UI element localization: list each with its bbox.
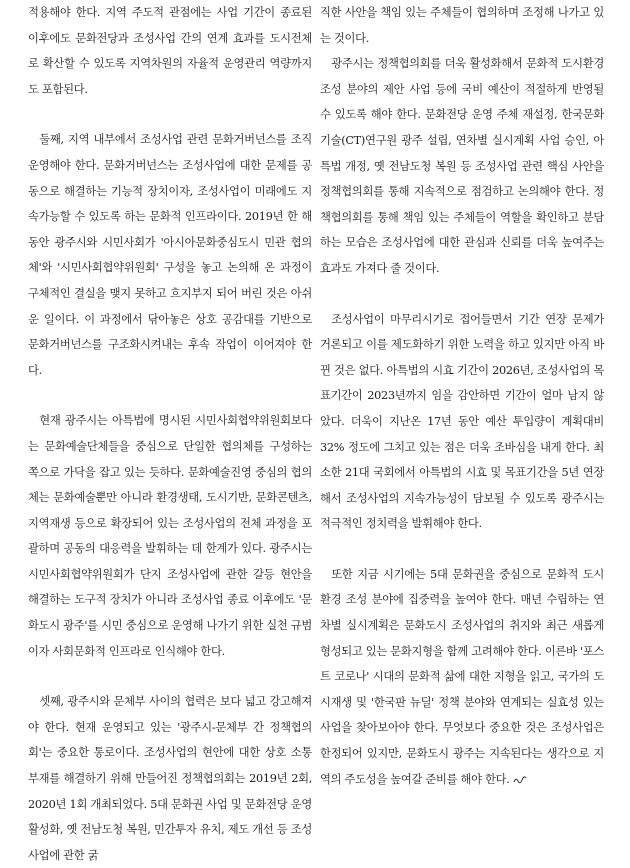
left-column xyxy=(28,0,312,868)
paragraph-regional-autonomy: 적용해야 한다. 지역 주도적 관점에는 사업 기간이 종료된 이후에도 문화전당과 조성사업 간의 연계 효과를 도시전체로 확산할 수 있도록 지역차원의 자율적 운영관리 역량까지도 포함된다. xyxy=(28,6,312,96)
paragraph-period-extension: 조성사업이 마무리시기로 접어들면서 기간 연장 문제가 거론되고 이를 제도화하기 위한 노력을 하고 있지만 아직 바뀐 것은 없다. 아특법의 시효 기간이 2026년, 조성사업의 목표기간이 2023년까지 임을 감안하면 기간이 얼마 남지 않았다. 더욱이 지난온 17년 동안 예산 투입량이 계획대비 32% 정도에 그치고 있는 점은 더욱 조바심을 내게 한다. 최소한 21대 국회에서 아특법의 시효 및 목표기간을 5년 연장해서 조성사업의 지속가능성이 담보될 수 있도록 광주시는 적극적인 정치력을 발휘해야 한다. xyxy=(320,312,604,531)
paragraph-ministry-cooperation: 셋째, 광주시와 문체부 사이의 협력은 보다 넓고 강고해져야 한다. 현재 운영되고 있는 '광주시-문체부 간 정책협의회'는 중요한 통로이다. 조성사업의 현안에 대한 상호 소통 부재를 해결하기 위해 만들어진 정책협의회는 2019년 2회, 2020년 1회 개최되었다. 5대 문화권 사업 및 문화전당 운영 활성화, 옛 전남도청 복원, 민간투자 유치, 제도 개선 등 조성사업에 관한 굵 xyxy=(28,695,312,862)
right-column xyxy=(320,0,604,792)
paragraph-policy-council: 광주시는 정책협의회를 더욱 활성화해서 문화적 도시환경 조성 분야의 제안 사업 등에 국비 예산이 적절하게 반영될 수 있도록 해야 한다. 문화전당 운영 주체 재설정, 한국문화기술(CT)연구원 광주 설립, 연차별 실시계획 사업 승인, 아특법 개정, 옛 전남도청 복원 등 조성사업 관련 핵심 사안을 정책협의회를 통해 지속적으로 점검하고 논의해야 한다. 정책협의회를 통해 책임 있는 주체들이 역할을 확인하고 분담하는 모습은 조성사업에 대한 관심과 신뢰를 더욱 높여주는 효과도 가져다 줄 것이다. xyxy=(320,57,604,275)
paragraph-final-text: 또한 지금 시기에는 5대 문화권을 중심으로 문화적 도시환경 조성 분야에 집중력을 높여야 한다. 매년 수립하는 연차별 실시계획은 문화도시 조성사업의 취지와 최근 새롭게 형성되고 있는 문화지형을 함께 고려해야 한다. 이른바 '포스트 코로나' 시대의 문화적 삶에 대한 지형을 읽고, 국가의 도시재생 및 '한국판 뉴딜' 정책 분야와 연계되는 실효성 있는 사업을 찾아보아야 한다. 무엇보다 중요한 것은 조성사업은 한정되어 있지만, 문화도시 광주는 지속된다는 생각으로 지역의 주도성을 높여갈 준비를 해야 한다. xyxy=(320,567,604,786)
paragraph-continuation: 직한 사안을 책임 있는 주체들이 협의하며 조정해 나가고 있는 것이다. xyxy=(320,6,604,45)
paragraph-final xyxy=(320,562,604,792)
paragraph-cultural-governance: 둘째, 지역 내부에서 조성사업 관련 문화거버넌스를 조직 운영해야 한다. 문화거버넌스는 조성사업에 대한 문제를 공동으로 해결하는 기능적 장치이자, 조성사업이 미래에도 지속가능할 수 있도록 하는 문화적 인프라이다. 2019년 한 해 동안 광주시와 시민사회가 '아시아문화중심도시 민관 협의체'와 '시민사회협약위원회' 구성을 놓고 논의해 온 과정이 구체적인 결실을 맺지 못하고 흐지부지 되어 버린 것은 아쉬운 일이다. 이 과정에서 닦아놓은 상호 공감대를 기반으로 문화거버넌스를 구조화시켜내는 후속 작업이 이어져야 한다. xyxy=(28,133,312,377)
paragraph-civic-committee: 현재 광주시는 아특법에 명시된 시민사회협약위원회보다는 문화예술단체들을 중심으로 단일한 협의체를 구성하는 쪽으로 가닥을 잡고 있는 듯하다. 문화예술진영 중심의 협의체는 문화예술뿐만 아니라 환경생태, 도시기반, 문화콘텐츠, 지역재생 등으로 확장되어 있는 조성사업의 전체 과정을 포괄하며 공동의 대응력을 발휘하는 데 한계가 있다. 광주시는 시민사회협약위원회가 단지 조성사업에 관한 갈등 현안을 해결하는 도구적 장치가 아니라 조성사업 종료 이후에도 '문화도시 광주'를 시민 중심으로 운영해 나가기 위한 실천 규범이자 사회문화적 인프라로 인식해야 한다. xyxy=(28,414,312,658)
end-mark-icon xyxy=(513,776,527,784)
